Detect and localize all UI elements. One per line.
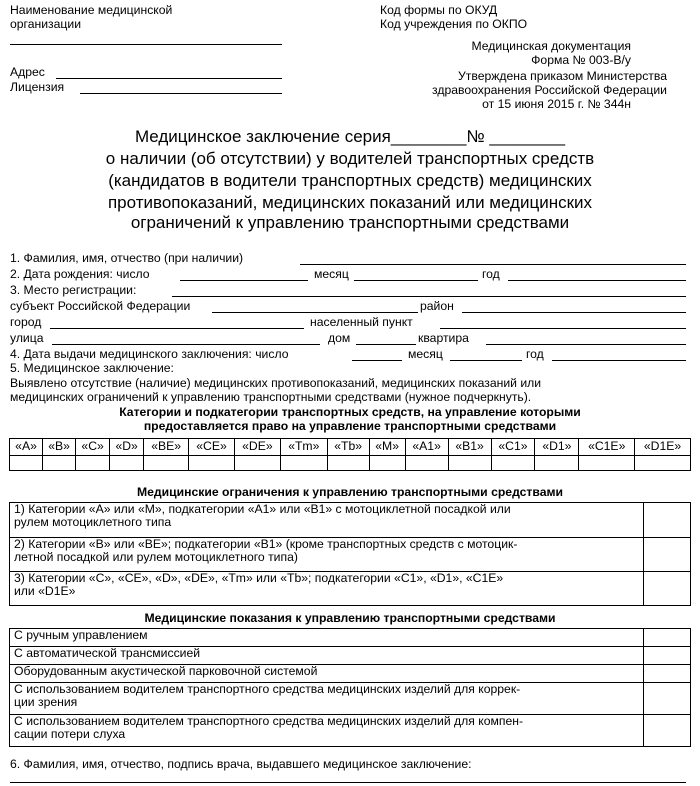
issue-day-line[interactable] — [352, 360, 402, 361]
category-label: «М» — [369, 439, 405, 456]
category-label: «А» — [10, 439, 43, 456]
indication-text: С автоматической трансмиссией — [14, 646, 201, 660]
field-registration-line[interactable] — [172, 296, 686, 297]
house-label: дом — [328, 331, 351, 345]
category-label: «D» — [110, 439, 144, 456]
street-label: улица — [10, 331, 44, 345]
birth-month-label: месяц — [314, 267, 349, 281]
approved-line-3: от 15 июня 2015 г. № 344н — [482, 97, 631, 111]
indication-mark-cell[interactable] — [644, 665, 691, 683]
field-fullname-label: 1. Фамилия, имя, отчество (при наличии) — [10, 251, 244, 265]
title-line-5: ограничений к управлению транспортными средствами — [130, 213, 570, 232]
indication-text: ции зрения — [14, 695, 78, 709]
restriction-text: рулем мотоциклетного типа — [14, 515, 172, 529]
conclusion-text-1: Выявлено отсутствие (наличие) медицинских противопоказаний, медицинских показаний или — [10, 376, 542, 390]
approved-line-2: здравоохранения Российской Федерации — [432, 83, 667, 97]
category-label: «D1» — [535, 439, 579, 456]
city-line[interactable] — [50, 328, 304, 329]
title-line-2: о наличии (об отсутствии) у водителей транспортных средств — [105, 149, 595, 168]
categories-heading-1: Категории и подкатегории транспортных средств, на управление которыми — [119, 405, 581, 419]
indication-mark-cell[interactable] — [644, 629, 691, 647]
category-label: «DЕ» — [234, 439, 280, 456]
org-name-line[interactable] — [10, 44, 282, 45]
org-name-label-2: организации — [10, 17, 82, 31]
restrictions-table — [9, 502, 691, 606]
indication-text: С использованием водителем транспортного средства медицинских изделий для коррек- — [14, 682, 521, 696]
restriction-row — [10, 572, 691, 606]
category-mark-cell[interactable] — [491, 456, 535, 471]
restriction-text: 2) Категории «В» или «ВЕ»; подкатегории «В1» (кроме транспортных средств с мотоцик- — [14, 537, 518, 551]
category-mark-cell[interactable] — [10, 456, 43, 471]
category-mark-cell[interactable] — [189, 456, 235, 471]
settlement-line[interactable] — [440, 328, 686, 329]
indications-heading: Медицинские показания к управлению транспортными средствами — [144, 611, 556, 625]
category-mark-cell[interactable] — [280, 456, 327, 471]
category-mark-cell[interactable] — [144, 456, 189, 471]
indication-row — [10, 629, 691, 647]
district-label: район — [420, 299, 454, 313]
category-mark-cell[interactable] — [405, 456, 448, 471]
category-mark-cell[interactable] — [327, 456, 369, 471]
license-label: Лицензия — [10, 80, 65, 94]
category-mark-cell[interactable] — [635, 456, 691, 471]
indication-text: С ручным управлением — [14, 628, 148, 642]
indication-row — [10, 665, 691, 683]
restriction-mark-cell[interactable] — [644, 538, 691, 572]
field-issue-date-label: 4. Дата выдачи медицинского заключения: число — [10, 347, 289, 361]
okpo-label: Код учреждения по ОКПО — [380, 17, 528, 31]
category-label: «ВЕ» — [144, 439, 189, 456]
category-label: «С1» — [491, 439, 535, 456]
settlement-label: населенный пункт — [310, 315, 413, 329]
apartment-line[interactable] — [486, 344, 686, 345]
category-label: «Tm» — [280, 439, 327, 456]
category-label: «С» — [76, 439, 110, 456]
category-mark-cell[interactable] — [579, 456, 635, 471]
field-birth-day-line[interactable] — [180, 280, 308, 281]
indication-row — [10, 647, 691, 665]
categories-heading-2: предоставляется право на управление транспортными средствами — [143, 419, 557, 433]
field-registration-label: 3. Место регистрации: — [10, 283, 137, 297]
restriction-mark-cell[interactable] — [644, 503, 691, 538]
field-fullname-line[interactable] — [300, 264, 686, 265]
subject-line[interactable] — [212, 312, 418, 313]
title-line-4: противопоказаний, медицинских показаний или медицинских — [107, 193, 593, 212]
restrictions-heading: Медицинские ограничения к управлению транспортными средствами — [136, 485, 564, 499]
category-label: «А1» — [405, 439, 448, 456]
birth-year-label: год — [482, 267, 500, 281]
house-line[interactable] — [356, 344, 416, 345]
issue-year-line[interactable] — [552, 360, 686, 361]
doctor-signature-line[interactable] — [10, 782, 686, 783]
address-label: Адрес — [10, 65, 45, 79]
category-label: «СЕ» — [189, 439, 235, 456]
indication-text: сации потери слуха — [14, 727, 126, 741]
apartment-label: квартира — [418, 331, 469, 345]
issue-month-line[interactable] — [450, 360, 522, 361]
restriction-text: летной посадкой или рулем мотоциклетного типа) — [14, 550, 298, 564]
field-birth-month-line[interactable] — [354, 280, 478, 281]
restriction-mark-cell[interactable] — [644, 572, 691, 606]
restriction-text: 3) Категории «С», «СЕ», «D», «DЕ», «Tm» или «Tb»; подкатегории «С1», «D1», «С1Е» — [14, 571, 504, 585]
category-label: «С1Е» — [579, 439, 635, 456]
district-line[interactable] — [462, 312, 686, 313]
issue-year-label: год — [526, 347, 544, 361]
indication-text: С использованием водителем транспортного средства медицинских изделий для компен- — [14, 714, 524, 728]
org-name-label: Наименование медицинской — [10, 3, 173, 17]
doc-type: Медицинская документация — [471, 39, 631, 53]
category-mark-cell[interactable] — [535, 456, 579, 471]
indication-mark-cell[interactable] — [644, 647, 691, 665]
indications-table — [9, 628, 691, 747]
field-conclusion-label: 5. Медицинское заключение: — [10, 361, 174, 375]
field-doctor-label: 6. Фамилия, имя, отчество, подпись врача, выдавшего медицинское заключение: — [10, 757, 472, 771]
indication-row — [10, 715, 691, 747]
category-mark-cell[interactable] — [448, 456, 491, 471]
subject-label: субъект Российской Федерации — [10, 299, 191, 313]
categories-table — [9, 438, 691, 471]
category-mark-cell[interactable] — [110, 456, 144, 471]
conclusion-text-2: медицинских ограничений к управлению транспортными средствами (нужное подчеркнуть). — [10, 390, 532, 404]
category-label: «Tb» — [327, 439, 369, 456]
form-number: Форма № 003-В/у — [531, 53, 631, 67]
category-mark-cell[interactable] — [76, 456, 110, 471]
city-label: город — [10, 315, 42, 329]
field-birthdate-label: 2. Дата рождения: число — [10, 267, 150, 281]
category-mark-cell[interactable] — [234, 456, 280, 471]
title-series: Медицинское заключение серия________№ ________ — [134, 127, 566, 146]
field-birth-year-line[interactable] — [508, 280, 686, 281]
indication-row — [10, 683, 691, 715]
category-mark-cell[interactable] — [43, 456, 76, 471]
restriction-text: или «D1Е» — [14, 584, 76, 598]
category-label: «В1» — [448, 439, 491, 456]
license-line[interactable] — [80, 93, 282, 94]
restriction-row — [10, 538, 691, 572]
approved-line-1: Утверждена приказом Министерства — [458, 69, 667, 83]
category-mark-cell[interactable] — [369, 456, 405, 471]
restriction-text: 1) Категории «А» или «М», подкатегории «А1» или «В1» с мотоциклетной посадкой или — [14, 502, 511, 516]
restriction-row — [10, 503, 691, 538]
category-label: «D1Е» — [635, 439, 691, 456]
issue-month-label: месяц — [408, 347, 443, 361]
category-label: «В» — [43, 439, 76, 456]
okud-label: Код формы по ОКУД — [380, 3, 498, 17]
address-line[interactable] — [56, 78, 282, 79]
indication-mark-cell[interactable] — [644, 683, 691, 715]
title-line-3: (кандидатов в водители транспортных средств) медицинских — [108, 171, 592, 190]
indication-text: Оборудованным акустической парковочной системой — [14, 664, 318, 678]
street-line[interactable] — [52, 344, 320, 345]
indication-mark-cell[interactable] — [644, 715, 691, 747]
